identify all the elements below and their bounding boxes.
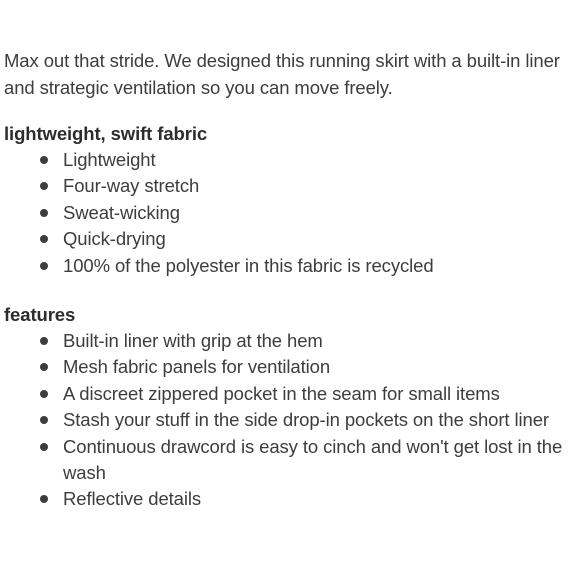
list-item-text: Quick-drying — [63, 228, 166, 250]
list-item-text: Built-in liner with grip at the hem — [63, 330, 323, 352]
bullet-dot-icon — [40, 363, 48, 371]
bullet-dot-icon — [40, 416, 48, 424]
fabric-list — [4, 147, 578, 279]
list-item — [37, 354, 578, 380]
bullet-dot-icon — [40, 443, 48, 451]
bullet-dot-icon — [40, 262, 48, 270]
features-heading: features — [4, 304, 76, 326]
bullet-dot-icon — [40, 209, 48, 217]
product-description — [4, 48, 578, 513]
list-item — [37, 147, 578, 173]
bullet-dot-icon — [40, 156, 48, 164]
list-item — [37, 328, 578, 354]
list-item-text: Stash your stuff in the side drop-in pockets on the short liner — [63, 409, 549, 431]
list-item — [37, 200, 578, 226]
list-item-text: Reflective details — [63, 488, 202, 510]
bullet-dot-icon — [40, 182, 48, 190]
list-item-text: Lightweight — [63, 149, 156, 170]
bullet-dot-icon — [40, 390, 48, 398]
list-item-text: Continuous drawcord is easy to cinch and won't get lost in the wash — [63, 435, 563, 484]
bullet-dot-icon — [40, 235, 48, 243]
list-item-text: 100% of the polyester in this fabric is recycled — [63, 254, 434, 276]
list-item-text: A discreet zippered pocket in the seam for small items — [63, 382, 500, 404]
list-item — [37, 173, 578, 199]
list-item — [37, 253, 578, 279]
list-item — [37, 226, 578, 252]
list-item-text: Sweat-wicking — [63, 201, 180, 223]
list-item — [37, 434, 578, 487]
fabric-heading: lightweight, swift fabric — [4, 123, 208, 144]
list-item — [37, 381, 578, 407]
list-item — [37, 486, 578, 512]
intro-paragraph: Max out that stride. We designed this running skirt with a built-in liner and strategic ventilation so you can move freely. — [4, 50, 560, 98]
bullet-dot-icon — [40, 495, 48, 503]
list-item-text: Mesh fabric panels for ventilation — [63, 356, 331, 378]
features-list — [4, 328, 578, 513]
list-item — [37, 407, 578, 433]
list-item-text: Four-way stretch — [63, 175, 200, 197]
bullet-dot-icon — [40, 337, 48, 345]
